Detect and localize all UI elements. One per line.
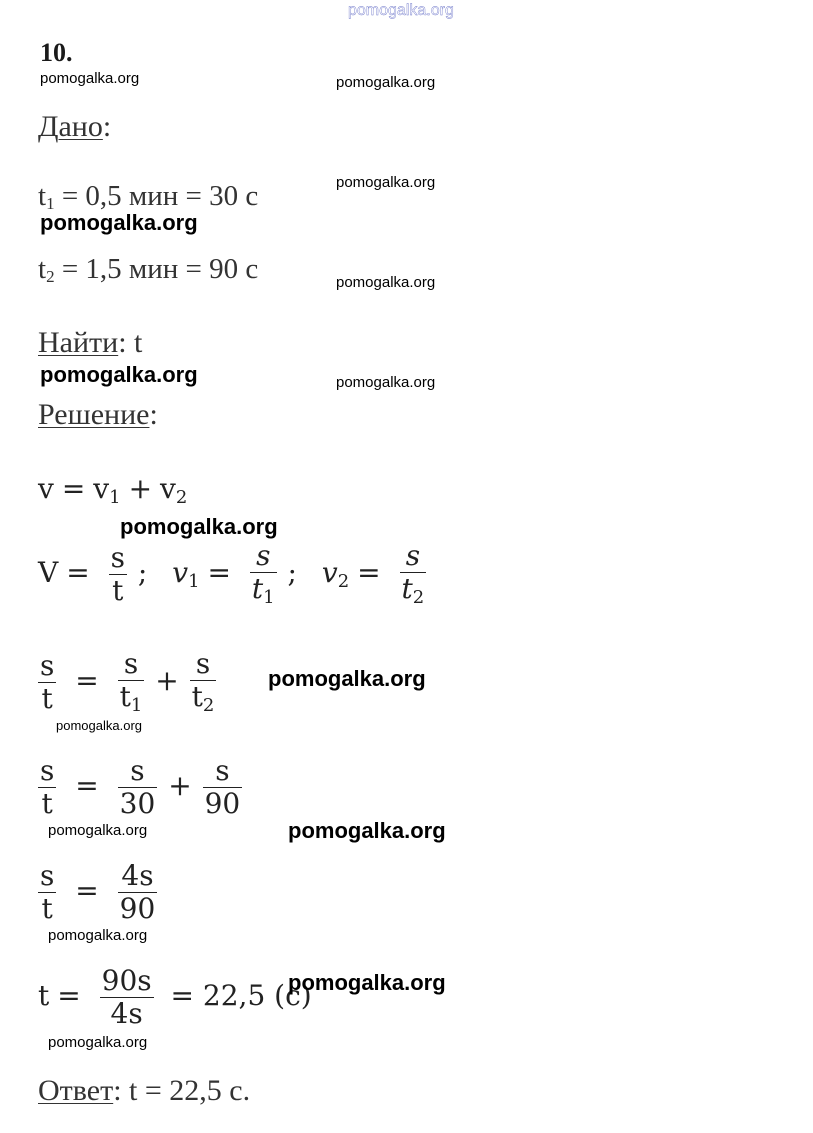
watermark-top: pomogalka.org: [348, 2, 454, 19]
watermark: pomogalka.org: [120, 514, 278, 539]
watermark: pomogalka.org: [40, 70, 140, 87]
watermark: pomogalka.org: [48, 927, 148, 944]
watermark: pomogalka.org: [268, 666, 426, 691]
given-t2: $t_2 = 1,5$ мин = 90 с: [38, 253, 259, 286]
watermark: pomogalka.org: [336, 174, 436, 191]
eq-velocity-defs: V = $\frac{s}{t}$ ; $v_1$ = $\frac{s}{t_1}$ ; $v_2$ = $\frac{s}{t_2}$: [38, 539, 425, 609]
watermark: pomogalka.org: [288, 970, 446, 995]
watermark: pomogalka.org: [48, 822, 148, 839]
watermark: pomogalka.org: [336, 74, 436, 91]
answer: Ответ: t = 22,5 с.: [38, 1074, 251, 1107]
given-t1: $t_1 = 0,5$ мин = 30 с: [38, 180, 259, 213]
watermark: pomogalka.org: [336, 274, 436, 291]
watermark: pomogalka.org: [56, 718, 142, 733]
watermark: pomogalka.org: [40, 362, 198, 387]
eq-result: t = $\frac{90s}{4s}$ = 22,5 (с): [38, 964, 312, 1031]
find-heading: Найти: t: [38, 326, 143, 359]
problem-number: 10.: [40, 38, 73, 67]
watermark: pomogalka.org: [40, 210, 198, 235]
eq-velocity-sum: $v = v_1 + v_2$: [38, 472, 188, 508]
given-heading: Дано:: [38, 110, 112, 143]
eq-time-sum: $\frac{s}{t}$ = $\frac{s}{t_1}$ + $\frac{s}{t_2}$: [40, 647, 215, 717]
watermark: pomogalka.org: [48, 1034, 148, 1051]
solution-heading: Решение:: [38, 398, 158, 431]
watermark: pomogalka.org: [288, 818, 446, 843]
eq-substituted: $\frac{s}{t}$ = $\frac{s}{30}$ + $\frac{s}{90}$: [40, 754, 241, 821]
eq-combined: $\frac{s}{t}$ = $\frac{4s}{90}$: [40, 859, 156, 926]
watermark: pomogalka.org: [336, 374, 436, 391]
